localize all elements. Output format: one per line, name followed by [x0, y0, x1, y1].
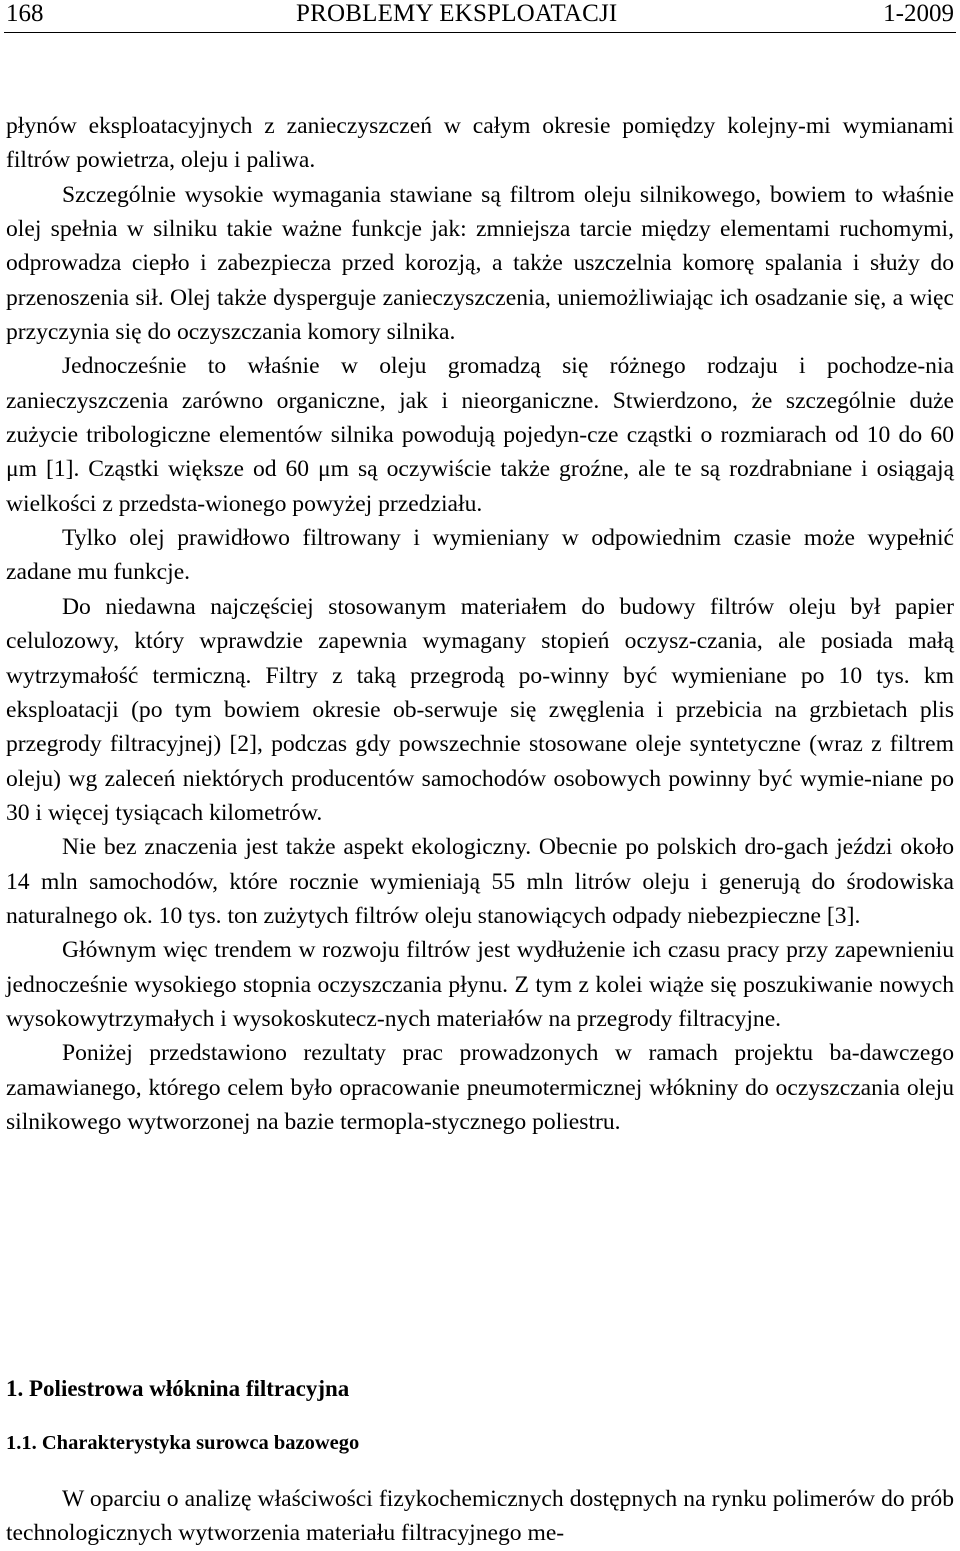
- header-rule: [4, 32, 956, 33]
- paragraph: Nie bez znaczenia jest także aspekt ekologiczny. Obecnie po polskich dro-gach jeździ około 14 mln samochodów, które rocznie wymieniają 55 mln litrów oleju i generują do środowiska naturalnego ok. 10 tys. ton zużytych filtrów oleju stanowiących odpady niebezpieczne [3].: [6, 834, 954, 929]
- subsection-heading: 1.1. Charakterystyka surowca bazowego: [6, 1432, 360, 1454]
- paragraph: Tylko olej prawidłowo filtrowany i wymieniany w odpowiednim czasie może wypełnić zadane mu funkcje.: [6, 525, 954, 586]
- journal-title: PROBLEMY EKSPLOATACJI: [296, 0, 618, 27]
- paragraph: Do niedawna najczęściej stosowanym materiałem do budowy filtrów oleju był papier celulozowy, który wprawdzie zapewnia wymagany stopień oczysz-czania, ale posiada małą wytrzymałość termiczną. Filtry z taką przegrodą po-winny być wymieniane po 10 tys. km eksploatacji (po tym bowiem okresie ob-serwuje się zwęglenia i przebicia na grzbietach plis przegrody filtracyjnej) [2], podczas gdy powszechnie stosowane oleje syntetyczne (wraz z filtrem oleju) wg zaleceń niektórych producentów samochodów osobowych powinny być wymie-niane po 30 i więcej tysiącach kilometrów.: [6, 593, 954, 826]
- paragraph: Jednocześnie to właśnie w oleju gromadzą się różnego rodzaju i pochodze-nia zanieczyszczenia zarówno organiczne, jak i nieorganiczne. Stwierdzono, że szczególnie duże zużycie tribologiczne elementów silnika powodują pojedyn-cze cząstki o rozmiarach od 10 do 60 μm [1]. Cząstki większe od 60 μm są oczywiście także groźne, ale te są rozdrabniane i osiągają wielkości z przedsta-wionego powyżej przedziału.: [6, 353, 954, 517]
- issue-number: 1-2009: [883, 0, 954, 27]
- subsection-body: [6, 1482, 954, 1551]
- paragraph: W oparciu o analizę właściwości fizykochemicznych dostępnych na rynku polimerów do prób technologicznych wytworzenia materiału filtracyjnego me-: [6, 1486, 954, 1547]
- paragraph: Szczególnie wysokie wymagania stawiane są filtrom oleju silnikowego, bowiem to właśnie olej spełnia w silniku takie ważne funkcje jak: zmniejsza tarcie między elementami ruchomymi, odprowadza ciepło i zabezpiecza przed korozją, a także uszczelnia komorę spalania i służy do przenoszenia sił. Olej także dysperguje zanieczyszczenia, uniemożliwiając ich osadzanie się, a więc przyczynia się do oczyszczania komory silnika.: [6, 181, 954, 346]
- paragraph-continuation: płynów eksploatacyjnych z zanieczyszczeń w całym okresie pomiędzy kolejny-mi wymianami filtrów powietrza, oleju i paliwa.: [6, 113, 954, 174]
- page-number: 168: [6, 0, 44, 27]
- section-heading: 1. Poliestrowa włóknina filtracyjna: [6, 1376, 350, 1401]
- paragraph: Głównym więc trendem w rozwoju filtrów jest wydłużenie ich czasu pracy przy zapewnieniu jednocześnie wysokiego stopnia oczyszczania płynu. Z tym z kolei wiąże się poszukiwanie nowych wysokowytrzymałych i wysokoskutecz-nych materiałów na przegrody filtracyjne.: [6, 937, 954, 1032]
- body-text: [6, 109, 954, 1139]
- running-header: [6, 0, 954, 30]
- paragraph: Poniżej przedstawiono rezultaty prac prowadzonych w ramach projektu ba-dawczego zamawianego, którego celem było opracowanie pneumotermicznej włókniny do oczyszczania oleju silnikowego wytworzonej na bazie termopla-stycznego poliestru.: [6, 1040, 954, 1135]
